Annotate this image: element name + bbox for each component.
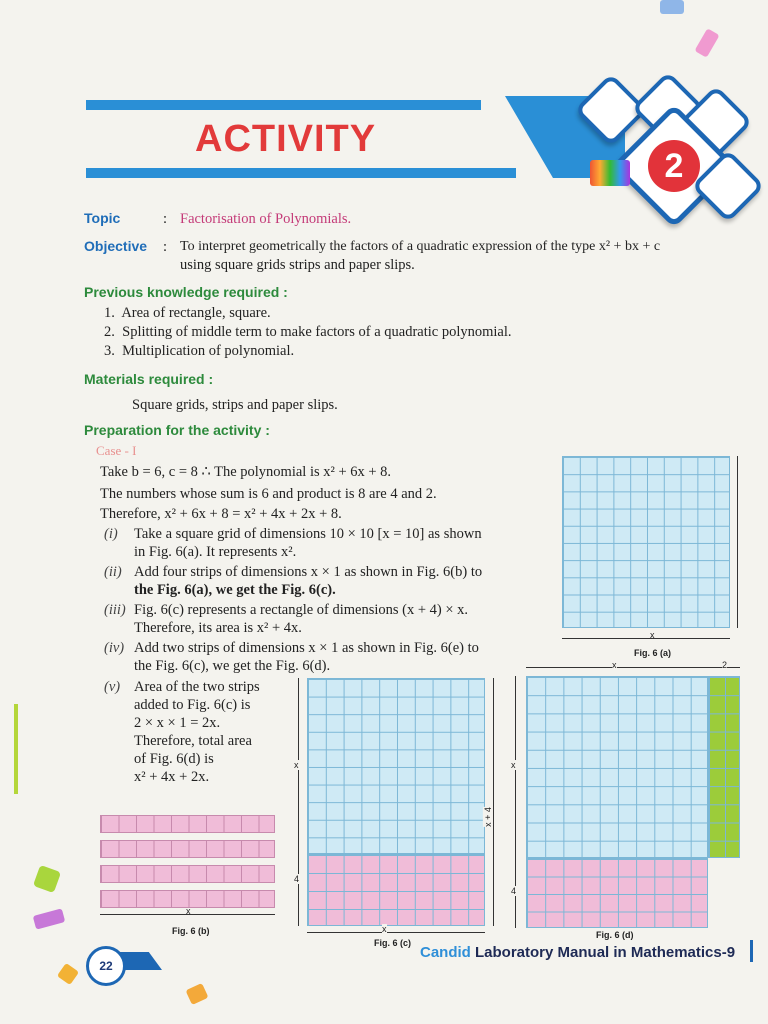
step-line: the Fig. 6(c), we get the Fig. 6(d). bbox=[134, 658, 331, 674]
prep-line-1: Take b = 6, c = 8 ∴ The polynomial is x² + 6x + 8. bbox=[100, 464, 392, 480]
materials-text: Square grids, strips and paper slips. bbox=[132, 397, 338, 413]
objective-line-2: using square grids strips and paper slips. bbox=[180, 257, 415, 273]
step-line: added to Fig. 6(c) is bbox=[134, 697, 251, 713]
fig-6a-bottom-arrow bbox=[562, 638, 730, 640]
fig-6b-strip bbox=[100, 865, 275, 883]
fig-6a-grid bbox=[562, 456, 730, 628]
crayons-icon bbox=[590, 160, 630, 186]
fig-6d-left-label: x bbox=[511, 760, 516, 770]
puzzle-piece-decoration bbox=[14, 704, 18, 794]
step-line: Add two strips of dimensions x × 1 as shown in Fig. 6(e) to bbox=[134, 640, 479, 656]
fig-6c-left-label: x bbox=[294, 760, 299, 770]
step-number: (iv) bbox=[104, 640, 125, 656]
previous-item: 3. Multiplication of polynomial. bbox=[104, 343, 295, 359]
step-line: Area of the two strips bbox=[134, 679, 260, 695]
step-line: x² + 4x + 2x. bbox=[134, 769, 210, 785]
step-line: Therefore, its area is x² + 4x. bbox=[134, 620, 302, 636]
puzzle-piece-decoration bbox=[185, 983, 208, 1005]
fig-6d-caption: Fig. 6 (d) bbox=[596, 930, 634, 940]
step-line: the Fig. 6(a), we get the Fig. 6(c). bbox=[134, 582, 336, 598]
topic-value: Factorisation of Polynomials. bbox=[180, 211, 352, 227]
fig-6b-strip bbox=[100, 815, 275, 833]
step-line: 2 × x × 1 = 2x. bbox=[134, 715, 221, 731]
fig-6b-bottom-label: x bbox=[186, 906, 191, 916]
footer-brand: Candid bbox=[420, 944, 471, 961]
step-line: Add four strips of dimensions x × 1 as shown in Fig. 6(b) to bbox=[134, 564, 483, 580]
step-line: Take a square grid of dimensions 10 × 10 [x = 10] as shown bbox=[134, 526, 482, 542]
step-number: (ii) bbox=[104, 564, 122, 580]
fig-6a-right-arrow bbox=[737, 456, 739, 628]
fig-6a-caption: Fig. 6 (a) bbox=[634, 648, 672, 658]
step-iv bbox=[104, 639, 554, 675]
step-number: (iii) bbox=[104, 602, 126, 618]
prep-line-3: Therefore, x² + 6x + 8 = x² + 4x + 2x + 8. bbox=[100, 506, 342, 522]
step-line: Therefore, total area bbox=[134, 733, 252, 749]
fig-6c-left-arrow bbox=[298, 678, 300, 926]
fig-6d-square-grid bbox=[526, 676, 708, 858]
fig-6c-side-label: x + 4 bbox=[482, 807, 493, 827]
case-label: Case - I bbox=[96, 443, 137, 458]
previous-item: 1. Area of rectangle, square. bbox=[104, 305, 271, 321]
fig-6d-right-top-label: 2 bbox=[722, 660, 728, 670]
fig-6c-pink-strips bbox=[307, 854, 485, 926]
step-ii bbox=[104, 563, 554, 599]
fig-6c-square-grid bbox=[307, 678, 485, 854]
puzzle-piece-decoration bbox=[33, 865, 61, 893]
fig-6b-strip bbox=[100, 840, 275, 858]
preparation-heading: Preparation for the activity : bbox=[84, 422, 270, 438]
puzzle-piece-decoration bbox=[694, 28, 719, 58]
objective-line-1: To interpret geometrically the factors of a quadratic expression of the type x² + bx + c bbox=[180, 239, 661, 254]
objective-label: Objective bbox=[84, 238, 148, 254]
activity-title: ACTIVITY bbox=[195, 118, 377, 160]
step-v bbox=[104, 678, 294, 786]
fig-6d-pink-strips bbox=[526, 858, 708, 928]
fig-6d-top-arrow bbox=[526, 667, 740, 669]
fig-6d-green-strips bbox=[708, 676, 740, 858]
step-number: (v) bbox=[104, 679, 121, 695]
step-line: Fig. 6(c) represents a rectangle of dimensions (x + 4) × x. bbox=[134, 602, 469, 618]
puzzle-piece-decoration bbox=[33, 908, 66, 929]
footer-title-text: Laboratory Manual in Mathematics-9 bbox=[475, 944, 736, 961]
page-number: 22 bbox=[86, 946, 126, 986]
fig-6d-top-label: x bbox=[612, 660, 617, 670]
activity-number: 2 bbox=[648, 140, 700, 192]
fig-6a-bottom-label: x bbox=[650, 630, 655, 640]
footer-bar bbox=[750, 940, 753, 962]
step-number: (i) bbox=[104, 526, 118, 542]
fig-6c-bottom-arrow bbox=[307, 932, 485, 934]
step-line: in Fig. 6(a). It represents x². bbox=[134, 544, 297, 560]
objective-colon: : bbox=[163, 239, 168, 255]
previous-item: 2. Splitting of middle term to make factors of a quadratic polynomial. bbox=[104, 324, 512, 340]
banner-bottom-stripe bbox=[86, 168, 516, 178]
step-iii bbox=[104, 601, 554, 637]
puzzle-piece-decoration bbox=[660, 0, 684, 14]
fig-6b-caption: Fig. 6 (b) bbox=[172, 926, 210, 936]
topic-label: Topic bbox=[84, 210, 121, 226]
topic-colon: : bbox=[163, 211, 168, 227]
fig-6d-pink-label: 4 bbox=[511, 886, 517, 896]
puzzle-piece-decoration bbox=[57, 963, 79, 985]
fig-6c-caption: Fig. 6 (c) bbox=[374, 938, 412, 948]
banner-top-stripe bbox=[86, 100, 481, 110]
prep-line-2: The numbers whose sum is 6 and product is 8 are 4 and 2. bbox=[100, 486, 437, 502]
fig-6c-pink-label: 4 bbox=[294, 874, 300, 884]
step-line: of Fig. 6(d) is bbox=[134, 751, 214, 767]
fig-6c-right-arrow bbox=[493, 678, 495, 926]
fig-6c-bottom-label: x bbox=[382, 924, 387, 934]
footer-book-title bbox=[420, 944, 735, 961]
step-i bbox=[104, 525, 554, 561]
previous-knowledge-heading: Previous knowledge required : bbox=[84, 284, 288, 300]
materials-heading: Materials required : bbox=[84, 371, 214, 387]
